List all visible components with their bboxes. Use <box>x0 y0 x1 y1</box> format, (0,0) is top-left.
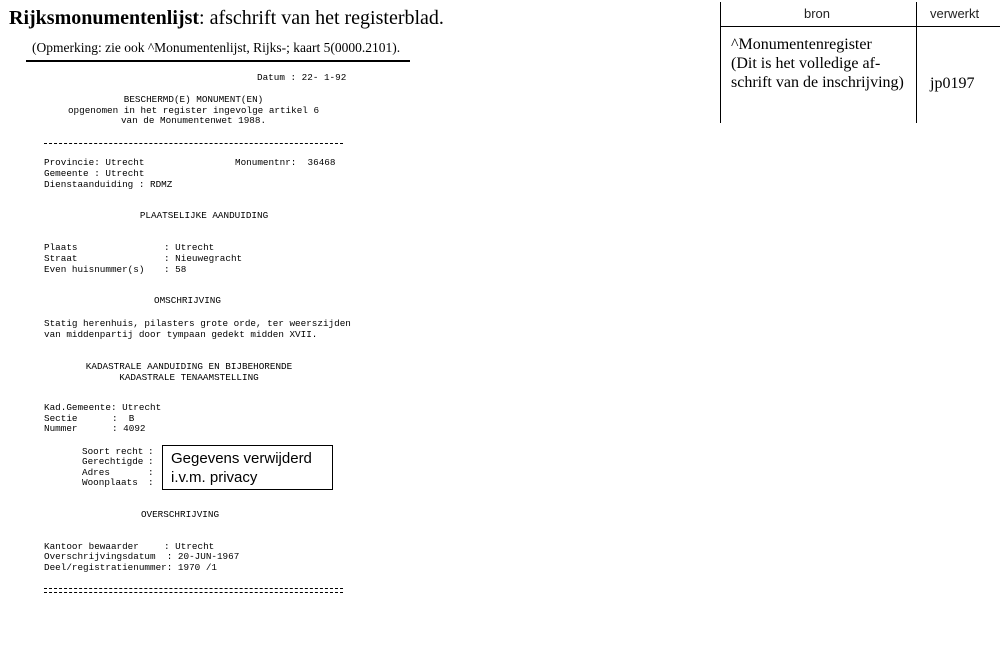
omschrijving-text <box>44 319 351 340</box>
column-header-bron: bron <box>804 6 831 21</box>
kad-gemeente-line: Kad.Gemeente: Utrecht <box>44 402 162 413</box>
kadastrale-heading-line: KADASTRALE AANDUIDING EN BIJBEHORENDE <box>85 361 293 372</box>
register-heading-line: van de Monumentenwet 1988. <box>120 115 267 126</box>
woonplaats-label: Woonplaats <box>82 477 138 488</box>
section-heading-kadastrale <box>44 362 334 383</box>
kad-gemeente-label: Kad.Gemeente <box>44 402 111 413</box>
monumentnr-line: Monumentnr: 36468 <box>235 157 336 168</box>
nummer-value: 4092 <box>123 423 146 434</box>
colon: : <box>148 446 154 457</box>
bron-line: ^Monumentenregister <box>731 36 872 53</box>
huisnummer-value: 58 <box>175 264 187 275</box>
bron-line: schrift van de inschrijving) <box>731 74 904 91</box>
dienstaanduiding-value: RDMZ <box>150 179 173 190</box>
cross-reference-note: (Opmerking: zie ook ^Monumentenlijst, Rijks-; kaart 5(0000.2101). <box>32 40 401 55</box>
kadastrale-heading-line: KADASTRALE TENAAMSTELLING <box>119 371 259 383</box>
monumentnr-value: 36468 <box>307 157 336 168</box>
page-title-bold: Rijksmonumentenlijst <box>9 7 200 29</box>
datum-value: 22- 1-92 <box>301 72 347 83</box>
dienstaanduiding-line: Dienstaanduiding : RDMZ <box>44 179 173 190</box>
deel-value: 1970 /1 <box>177 562 217 573</box>
table-header-rule <box>720 26 1000 27</box>
colon: : <box>148 477 154 488</box>
monumentnr-label: Monumentnr <box>235 157 291 168</box>
provincie-value: Utrecht <box>105 157 145 168</box>
huisnummer-label: Even huisnummer(s) <box>44 264 145 275</box>
section-heading-plaatselijke: PLAATSELIJKE AANDUIDING <box>139 210 269 221</box>
verwerkt-cell: jp0197 <box>930 75 975 92</box>
double-dashed-separator <box>44 588 343 593</box>
plaats-value-line: : Utrecht <box>164 242 215 253</box>
omschrijving-line: Statig herenhuis, pilasters grote orde, ter weerszijden <box>44 318 351 329</box>
gemeente-line: Gemeente : Utrecht <box>44 168 145 179</box>
kantoor-value-line: : Utrecht <box>164 541 215 552</box>
plaats-value: Utrecht <box>175 242 215 253</box>
soort-recht-label: Soort recht <box>82 446 144 457</box>
gemeente-label: Gemeente <box>44 168 89 179</box>
dashed-separator <box>44 143 343 144</box>
page-title <box>9 5 444 31</box>
datum-line: Datum : 22- 1-92 <box>257 72 347 83</box>
gerechtigde-label: Gerechtigde <box>82 456 144 467</box>
overschrijvingsdatum-line: Overschrijvingsdatum : 20-JUN-1967 <box>44 551 240 562</box>
provincie-label: Provincie <box>44 157 95 168</box>
gemeente-value: Utrecht <box>105 168 145 179</box>
privacy-line: i.v.m. privacy <box>171 469 258 486</box>
column-header-verwerkt: verwerkt <box>930 6 980 21</box>
colon: : <box>148 467 154 478</box>
plaats-label: Plaats <box>44 242 78 253</box>
register-heading <box>44 95 343 127</box>
register-heading-line: BESCHERMD(E) MONUMENT(EN) <box>123 94 264 105</box>
section-heading-overschrijving: OVERSCHRIJVING <box>140 509 220 520</box>
kantoor-label: Kantoor bewaarder <box>44 541 139 552</box>
kantoor-value: Utrecht <box>175 541 215 552</box>
kad-gemeente-value: Utrecht <box>122 402 162 413</box>
provincie-line: Provincie: Utrecht <box>44 157 145 168</box>
adres-label: Adres <box>82 467 110 478</box>
deel-line: Deel/registratienummer: 1970 /1 <box>44 562 217 573</box>
privacy-line: Gegevens verwijderd <box>171 450 312 467</box>
datum-label: Datum <box>257 72 285 83</box>
bron-line: (Dit is het volledige af- <box>731 55 881 72</box>
straat-value-line: : Nieuwegracht <box>164 253 243 264</box>
table-left-border <box>720 2 721 123</box>
section-heading-omschrijving: OMSCHRIJVING <box>154 295 221 306</box>
huisnummer-value-line: : 58 <box>164 264 187 275</box>
nummer-value-line: : 4092 <box>112 423 146 434</box>
sectie-value: B <box>128 413 135 424</box>
colon: : <box>148 456 154 467</box>
page-title-rest: : afschrift van het registerblad. <box>199 7 444 29</box>
table-column-divider <box>916 2 917 123</box>
note-underline <box>26 60 410 62</box>
omschrijving-line: van middenpartij door tympaan gedekt midden XVII. <box>44 328 318 340</box>
deel-label: Deel/registratienummer <box>44 562 167 573</box>
straat-value: Nieuwegracht <box>175 253 243 264</box>
dienstaanduiding-label: Dienstaanduiding <box>44 179 134 190</box>
overschrijvingsdatum-value: 20-JUN-1967 <box>177 551 240 562</box>
sectie-label: Sectie <box>44 413 78 424</box>
overschrijvingsdatum-label: Overschrijvingsdatum <box>44 551 156 562</box>
sectie-value-line: : B <box>112 413 135 424</box>
privacy-redaction-box <box>162 445 333 490</box>
register-heading-line: opgenomen in het register ingevolge artikel 6 <box>67 104 320 116</box>
bron-cell <box>731 35 904 92</box>
straat-label: Straat <box>44 253 78 264</box>
nummer-label: Nummer <box>44 423 78 434</box>
